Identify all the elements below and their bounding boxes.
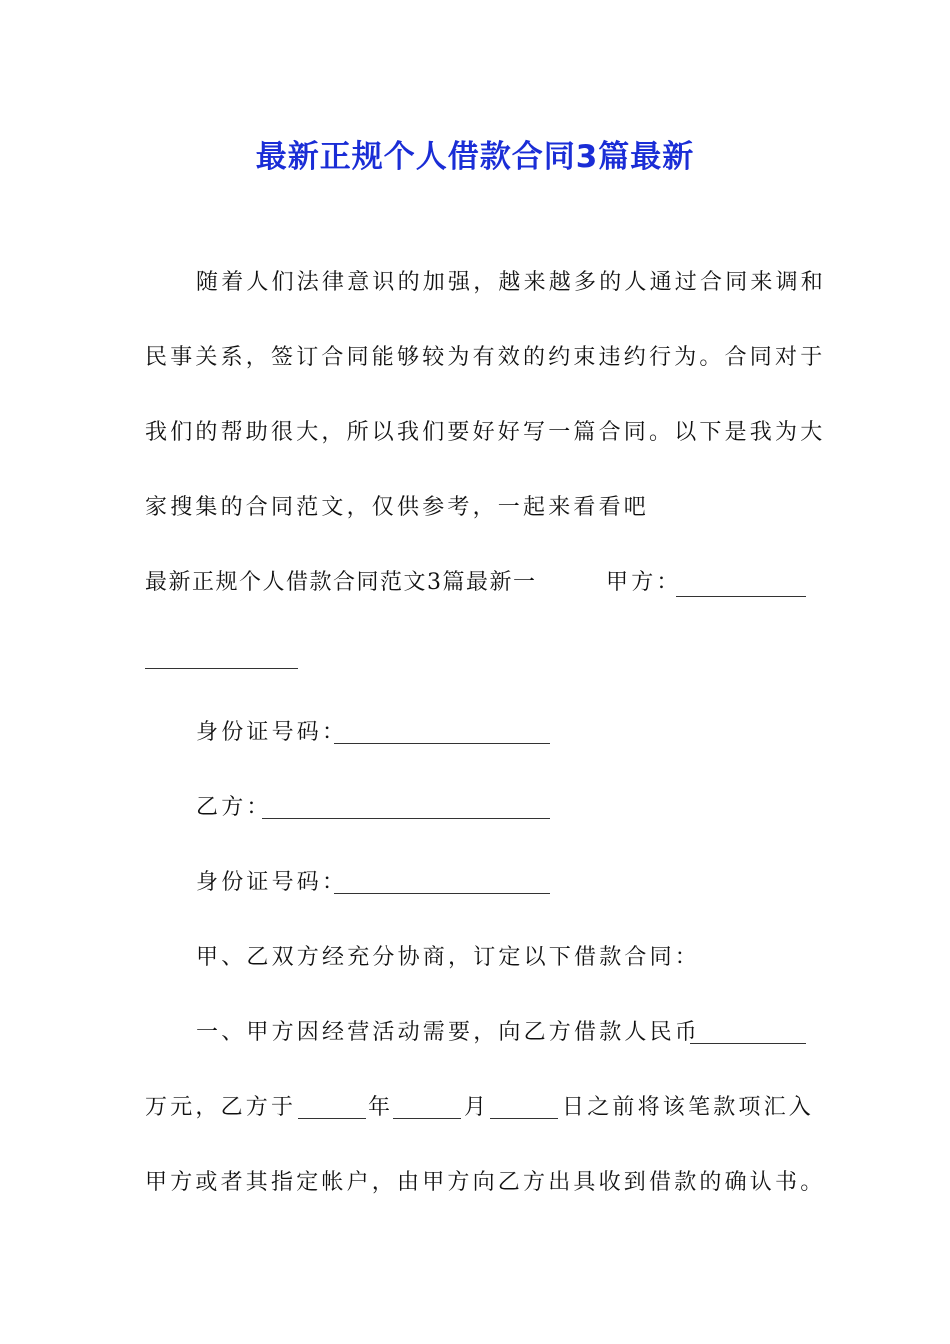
intro-line-4: 家搜集的合同范文，仅供参考，一起来看看吧: [145, 495, 650, 520]
year-blank: [298, 1098, 366, 1119]
section-heading: 最新正规个人借款合同范文3篇最新一: [145, 570, 537, 595]
party-a-id-label: 身份证号码：: [196, 720, 348, 745]
intro-line-3: 我们的帮助很大，所以我们要好好写一篇合同。以下是我为大: [145, 420, 826, 445]
party-b-label: 乙方：: [196, 795, 272, 820]
party-a-blank-continued: [145, 648, 298, 669]
month-blank: [393, 1098, 461, 1119]
document-title: 最新正规个人借款合同3篇最新: [255, 139, 695, 175]
party-b-id-blank: [334, 873, 550, 894]
day-blank: [490, 1098, 558, 1119]
party-a-label: 甲方：: [606, 570, 682, 595]
party-a-id-blank: [334, 723, 550, 744]
clause-1-unit: 万元，乙方于: [145, 1095, 297, 1120]
party-b-id-label: 身份证号码：: [196, 870, 348, 895]
intro-line-1: 随着人们法律意识的加强，越来越多的人通过合同来调和: [196, 270, 827, 295]
party-b-blank: [262, 798, 550, 819]
party-a-blank: [676, 576, 806, 597]
clause-1-year: 年: [368, 1095, 394, 1120]
agreement-intro: 甲、乙双方经充分协商，订定以下借款合同：: [196, 945, 701, 970]
clause-1-line-3: 甲方或者其指定帐户，由甲方向乙方出具收到借款的确认书。: [145, 1170, 826, 1195]
clause-1-month: 月: [464, 1095, 490, 1120]
amount-blank: [690, 1023, 806, 1044]
intro-line-2: 民事关系，签订合同能够较为有效的约束违约行为。合同对于: [145, 345, 826, 370]
clause-1-day-rest: 日之前将该笔款项汇入: [562, 1095, 815, 1120]
clause-1-line-1: 一、甲方因经营活动需要，向乙方借款人民币: [196, 1020, 701, 1045]
